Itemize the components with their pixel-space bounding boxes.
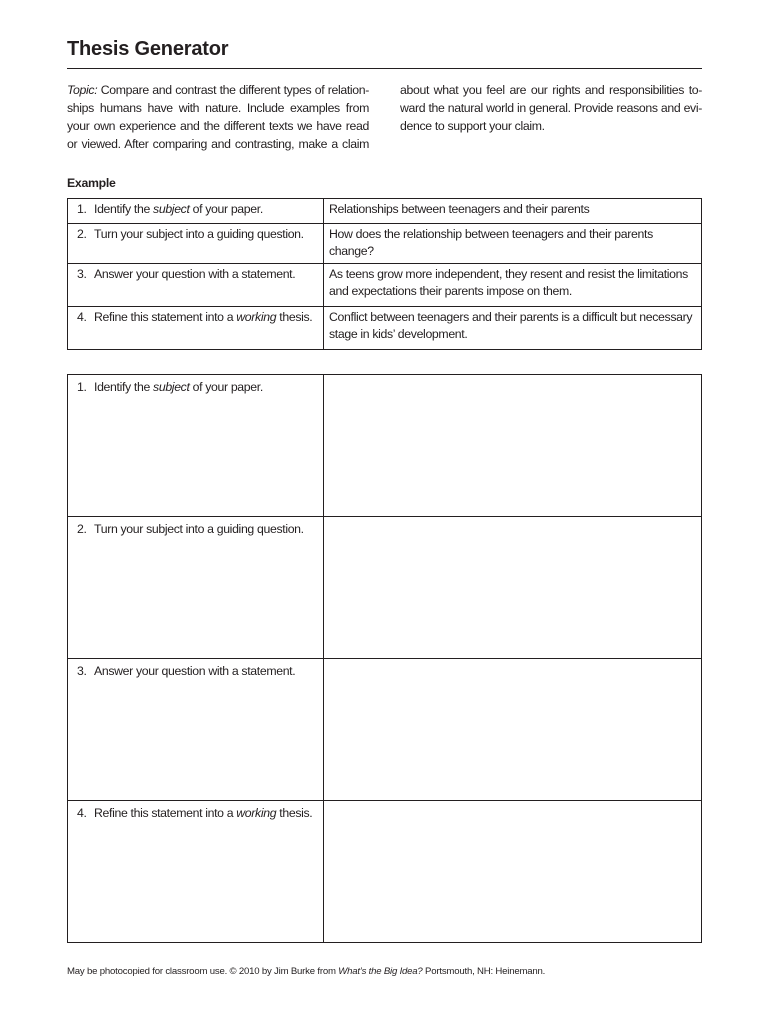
table-row [68, 199, 702, 224]
table-row [68, 659, 702, 801]
example-table [67, 198, 702, 350]
step-number: 1. [77, 202, 87, 216]
prompt-emphasis: working [236, 806, 277, 820]
table-row [68, 264, 702, 307]
topic-line: your own experience and the different texts we have read [67, 119, 369, 133]
table-row [68, 517, 702, 659]
table-row [68, 307, 702, 350]
step-number: 3. [77, 664, 87, 678]
page-title: Thesis Generator [67, 38, 229, 60]
prompt-emphasis: working [236, 310, 277, 324]
topic-line: ships humans have with nature. Include examples from [67, 101, 369, 115]
example-answer: As teens grow more independent, they resent and resist the limitations and expectations their parents impose on them. [324, 264, 702, 307]
example-answer: Relationships between teenagers and their parents [324, 199, 702, 224]
step-prompt [68, 264, 324, 307]
step-prompt [68, 307, 324, 350]
answer-field[interactable] [324, 801, 702, 943]
copyright-footer [67, 966, 545, 977]
answer-field[interactable] [324, 517, 702, 659]
book-title: What’s the Big Idea? [338, 966, 423, 977]
step-prompt [68, 375, 324, 517]
step-prompt [68, 224, 324, 264]
step-prompt [68, 801, 324, 943]
table-row [68, 375, 702, 517]
example-answer: How does the relationship between teenagers and their parents change? [324, 224, 702, 264]
table-row [68, 801, 702, 943]
topic-line: ward the natural world in general. Provide reasons and evi- [400, 101, 702, 115]
prompt-text: Identify the [94, 380, 154, 394]
topic-label: Topic: [67, 83, 98, 97]
topic-line: dence to support your claim. [400, 119, 545, 133]
topic-column-right [400, 81, 702, 135]
title-divider [67, 68, 702, 69]
step-number: 2. [77, 227, 87, 241]
prompt-text: Turn your subject into a guiding question. [94, 227, 304, 241]
prompt-text: Refine this statement into a [94, 806, 237, 820]
prompt-text: thesis. [276, 806, 313, 820]
topic-line [67, 81, 369, 99]
step-number: 4. [77, 806, 87, 820]
topic-line: or viewed. After comparing and contrasting, make a claim [67, 137, 369, 151]
step-number: 4. [77, 310, 87, 324]
prompt-text: Identify the [94, 202, 154, 216]
prompt-text: Turn your subject into a guiding question. [94, 522, 304, 536]
topic-text: Compare and contrast the different types of relation- [97, 83, 369, 97]
prompt-text: Answer your question with a statement. [94, 267, 296, 281]
answer-field[interactable] [324, 659, 702, 801]
answer-field[interactable] [324, 375, 702, 517]
step-number: 1. [77, 380, 87, 394]
step-prompt [68, 199, 324, 224]
step-number: 2. [77, 522, 87, 536]
table-row [68, 224, 702, 264]
step-prompt [68, 659, 324, 801]
prompt-text: Refine this statement into a [94, 310, 237, 324]
example-heading: Example [67, 176, 116, 190]
step-number: 3. [77, 267, 87, 281]
topic-column-left [67, 81, 369, 153]
footer-text: May be photocopied for classroom use. © 2010 by Jim Burke from [67, 966, 339, 977]
worksheet-table [67, 374, 702, 943]
footer-text: Portsmouth, NH: Heinemann. [422, 966, 546, 977]
prompt-emphasis: subject [153, 380, 190, 394]
prompt-text: of your paper. [189, 202, 263, 216]
example-answer: Conflict between teenagers and their parents is a difficult but necessary stage in kids’ development. [324, 307, 702, 350]
prompt-emphasis: subject [153, 202, 190, 216]
prompt-text: of your paper. [189, 380, 263, 394]
prompt-text: Answer your question with a statement. [94, 664, 296, 678]
topic-line: about what you feel are our rights and responsibilities to- [400, 83, 702, 97]
prompt-text: thesis. [276, 310, 313, 324]
step-prompt [68, 517, 324, 659]
